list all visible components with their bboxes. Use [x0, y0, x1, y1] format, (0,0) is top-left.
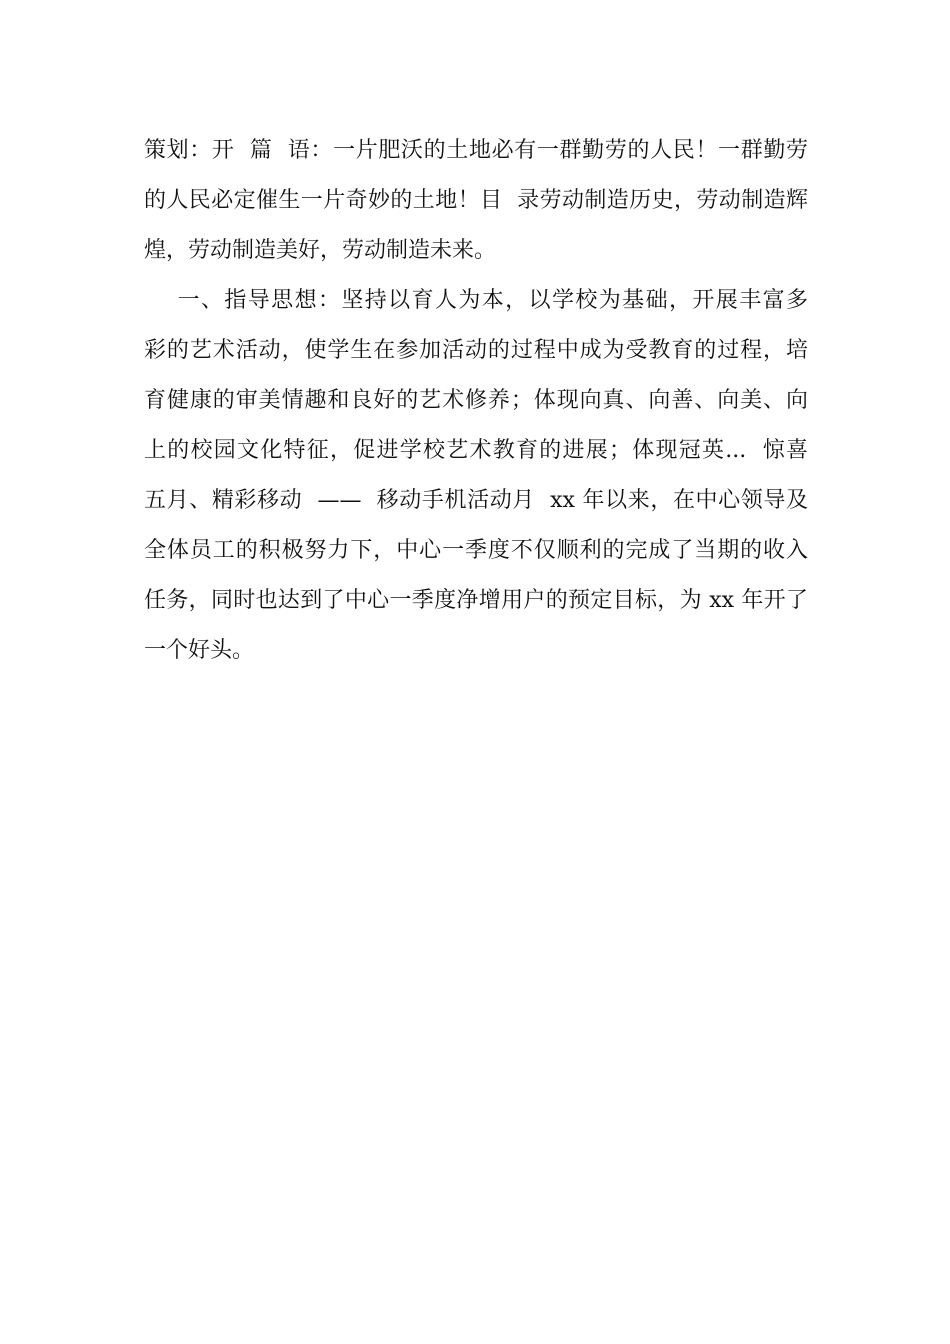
paragraph-2	[144, 276, 808, 676]
document-body	[144, 126, 808, 676]
text-line: 五月、精彩移动 —— 移动手机活动月 xx 年以来，在中心领导及	[144, 488, 808, 513]
text-line: 彩的艺术活动，使学生在参加活动的过程中成为受教育的过程，培	[144, 338, 808, 363]
text-line: 一、指导思想：坚持以育人为本，以学校为基础，开展丰富多	[144, 288, 808, 313]
text-line: 全体员工的积极努力下，中心一季度不仅顺利的完成了当期的收入	[144, 538, 808, 563]
text-line: 的人民必定催生一片奇妙的土地！目 录劳动制造历史，劳动制造辉	[144, 188, 808, 213]
text-line: 上的校园文化特征，促进学校艺术教育的进展；体现冠英... 惊喜	[144, 438, 808, 463]
text-line: 煌，劳动制造美好，劳动制造未来。	[144, 238, 497, 263]
text-line: 一个好头。	[144, 638, 255, 663]
text-line: 策划：开 篇 语：一片肥沃的土地必有一群勤劳的人民！一群勤劳	[144, 138, 808, 163]
text-line: 任务，同时也达到了中心一季度净增用户的预定目标，为 xx 年开了	[144, 588, 808, 613]
paragraph-1	[144, 126, 808, 276]
text-line: 育健康的审美情趣和良好的艺术修养；体现向真、向善、向美、向	[144, 388, 808, 413]
